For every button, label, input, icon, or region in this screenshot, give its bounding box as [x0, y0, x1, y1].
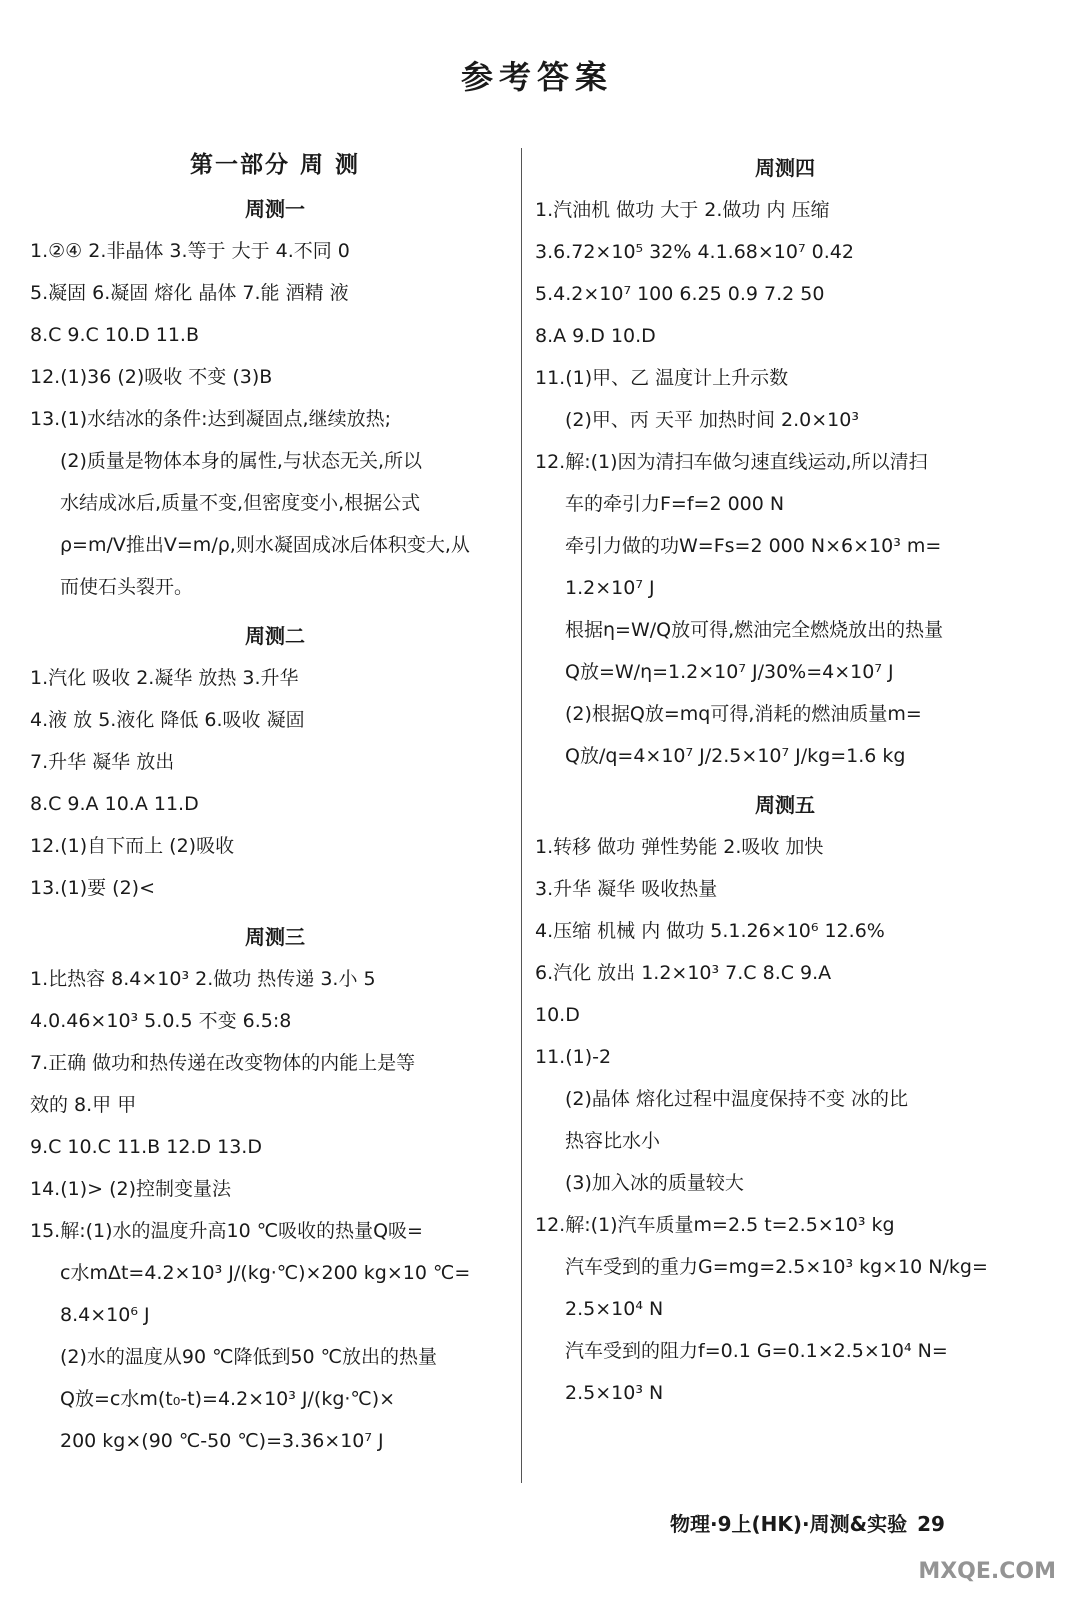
page-title: 参考答案	[460, 58, 613, 96]
answer-line: 根据η=W/Q放可得,燃油完全燃烧放出的热量	[565, 619, 944, 641]
answer-line: 水结成冰后,质量不变,但密度变小,根据公式	[60, 492, 421, 514]
answer-line: 1.汽化 吸收 2.凝华 放热 3.升华	[30, 667, 299, 689]
right-column	[535, 140, 1035, 1414]
answer-line: 12.解:(1)汽车质量m=2.5 t=2.5×10³ kg	[535, 1214, 895, 1236]
answer-line: (2)质量是物体本身的属性,与状态无关,所以	[60, 450, 422, 472]
answer-line: 2.5×10³ N	[565, 1382, 664, 1404]
answer-line: 2.5×10⁴ N	[565, 1298, 664, 1320]
answer-line: 200 kg×(90 ℃-50 ℃)=3.36×10⁷ J	[60, 1430, 384, 1452]
answer-line: 5.4.2×10⁷ 100 6.25 0.9 7.2 50	[535, 283, 825, 305]
answer-line: 汽车受到的阻力f=0.1 G=0.1×2.5×10⁴ N=	[565, 1340, 948, 1362]
answer-line: 车的牵引力F=f=2 000 N	[565, 493, 785, 515]
answer-line: 3.6.72×10⁵ 32% 4.1.68×10⁷ 0.42	[535, 241, 854, 263]
answer-line: 1.②④ 2.非晶体 3.等于 大于 4.不同 0	[30, 240, 350, 262]
column-divider	[521, 148, 522, 1483]
answer-line: 10.D	[535, 1004, 580, 1026]
section-title-3: 周测三	[245, 925, 305, 949]
part-title: 第一部分 周 测	[189, 151, 360, 178]
section-title-5: 周测五	[755, 793, 815, 817]
answer-line: 9.C 10.C 11.B 12.D 13.D	[30, 1136, 262, 1158]
answer-line: 1.2×10⁷ J	[565, 577, 655, 599]
page-footer	[670, 1508, 945, 1537]
section-title-4: 周测四	[755, 156, 815, 180]
answer-line: 1.比热容 8.4×10³ 2.做功 热传递 3.小 5	[30, 968, 376, 990]
answer-line: c水mΔt=4.2×10³ J/(kg·℃)×200 kg×10 ℃=	[60, 1262, 471, 1284]
answer-line: ρ=m/V推出V=m/ρ,则水凝固成冰后体积变大,从	[60, 534, 470, 556]
answer-line: (2)甲、丙 天平 加热时间 2.0×10³	[565, 409, 859, 431]
answer-line: (2)晶体 熔化过程中温度保持不变 冰的比	[565, 1088, 908, 1110]
answer-line: 3.升华 凝华 吸收热量	[535, 878, 718, 900]
answer-line: 8.A 9.D 10.D	[535, 325, 656, 347]
answer-line: 11.(1)甲、乙 温度计上升示数	[535, 367, 789, 389]
answer-line: 14.(1)> (2)控制变量法	[30, 1178, 232, 1200]
answer-line: 效的 8.甲 甲	[30, 1094, 137, 1116]
answer-line: 7.升华 凝华 放出	[30, 751, 175, 773]
answer-line: 热容比水小	[565, 1130, 661, 1152]
answer-line: 12.解:(1)因为清扫车做匀速直线运动,所以清扫	[535, 451, 928, 473]
page-number: 29	[917, 1512, 945, 1536]
watermark-logo: MXQE.COM	[918, 1559, 1056, 1584]
answer-line: 7.正确 做功和热传递在改变物体的内能上是等	[30, 1052, 416, 1074]
answer-line: 4.0.46×10³ 5.0.5 不变 6.5:8	[30, 1010, 292, 1032]
answer-line: Q放=c水m(t₀-t)=4.2×10³ J/(kg·℃)×	[60, 1388, 396, 1410]
footer-text: 物理·9上(HK)·周测&实验	[670, 1512, 908, 1536]
section-title-1: 周测一	[245, 197, 305, 221]
answer-line: 4.压缩 机械 内 做功 5.1.26×10⁶ 12.6%	[535, 920, 885, 942]
answer-line: (2)根据Q放=mq可得,消耗的燃油质量m=	[565, 703, 922, 725]
left-column	[30, 140, 520, 1462]
answer-line: 汽车受到的重力G=mg=2.5×10³ kg×10 N/kg=	[565, 1256, 988, 1278]
answer-line: 5.凝固 6.凝固 熔化 晶体 7.能 酒精 液	[30, 282, 349, 304]
answer-line: 8.C 9.C 10.D 11.B	[30, 324, 200, 346]
answer-line: 而使石头裂开。	[60, 576, 194, 598]
answer-line: 13.(1)水结冰的条件:达到凝固点,继续放热;	[30, 408, 391, 430]
answer-line: 牵引力做的功W=Fs=2 000 N×6×10³ m=	[565, 535, 942, 557]
answer-line: 8.4×10⁶ J	[60, 1304, 150, 1326]
answer-line: 13.(1)要 (2)<	[30, 877, 156, 899]
answer-line: 6.汽化 放出 1.2×10³ 7.C 8.C 9.A	[535, 962, 832, 984]
answer-line: 11.(1)-2	[535, 1046, 612, 1068]
answer-line: Q放=W/η=1.2×10⁷ J/30%=4×10⁷ J	[565, 661, 894, 683]
answer-line: 12.(1)自下而上 (2)吸收	[30, 835, 235, 857]
answer-line: (3)加入冰的质量较大	[565, 1172, 744, 1194]
answer-line: 12.(1)36 (2)吸收 不变 (3)B	[30, 366, 273, 388]
answer-line: 8.C 9.A 10.A 11.D	[30, 793, 199, 815]
answer-line: 1.汽油机 做功 大于 2.做功 内 压缩	[535, 199, 830, 221]
section-title-2: 周测二	[245, 624, 305, 648]
answer-line: 4.液 放 5.液化 降低 6.吸收 凝固	[30, 709, 305, 731]
answer-line: 15.解:(1)水的温度升高10 ℃吸收的热量Q吸=	[30, 1220, 423, 1242]
answer-line: (2)水的温度从90 ℃降低到50 ℃放出的热量	[60, 1346, 438, 1368]
answer-line: 1.转移 做功 弹性势能 2.吸收 加快	[535, 836, 824, 858]
answer-line: Q放/q=4×10⁷ J/2.5×10⁷ J/kg=1.6 kg	[565, 745, 906, 767]
